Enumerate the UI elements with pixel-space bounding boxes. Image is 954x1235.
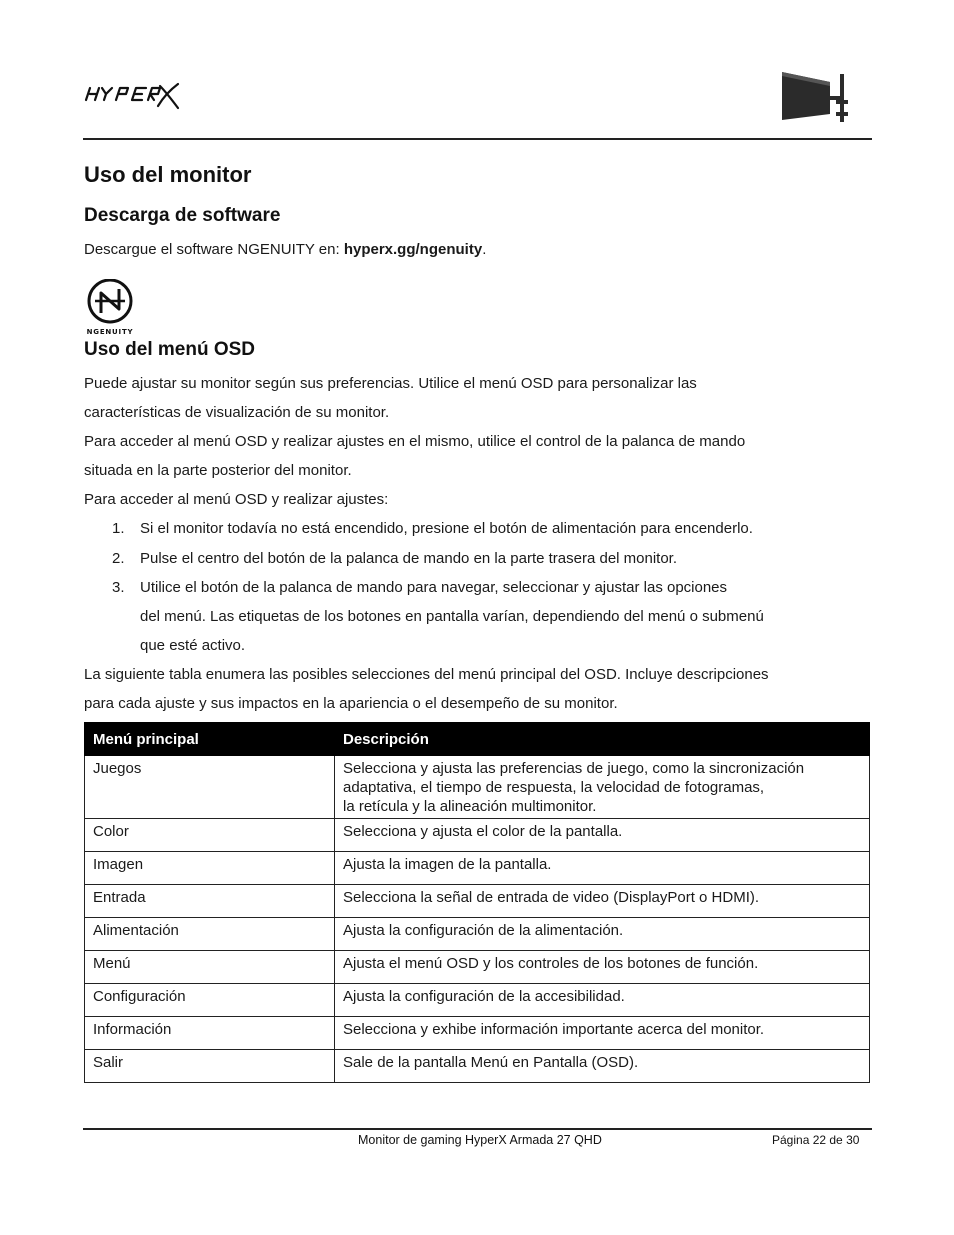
description-cell: Ajusta la imagen de la pantalla. <box>335 852 870 885</box>
menu-cell: Color <box>85 819 335 852</box>
ngenuity-logo <box>84 279 136 337</box>
page-title: Uso del monitor <box>84 162 252 187</box>
table-header-row <box>85 723 870 756</box>
osd-menu-table <box>84 722 870 1083</box>
step-number: 1. <box>112 520 125 537</box>
description-cell: Sale de la pantalla Menú en Pantalla (OSD). <box>335 1050 870 1083</box>
table-row <box>85 852 870 885</box>
osd-para2-line1: Para acceder al menú OSD y realizar ajustes en el mismo, utilice el control de la palanca de mando <box>84 433 746 450</box>
menu-cell: Información <box>85 1017 335 1050</box>
description-cell: Selecciona y ajusta el color de la pantalla. <box>335 819 870 852</box>
table-row <box>85 984 870 1017</box>
description-cell: Selecciona y exhibe información importante acerca del monitor. <box>335 1017 870 1050</box>
description-cell: Ajusta la configuración de la alimentación. <box>335 918 870 951</box>
osd-heading: Uso del menú OSD <box>84 339 256 360</box>
table-row <box>85 819 870 852</box>
description-cell: Ajusta el menú OSD y los controles de los botones de función. <box>335 951 870 984</box>
table-row <box>85 951 870 984</box>
description-cell: Selecciona la señal de entrada de video (DisplayPort o HDMI). <box>335 885 870 918</box>
menu-cell: Configuración <box>85 984 335 1017</box>
menu-cell: Imagen <box>85 852 335 885</box>
menu-cell: Alimentación <box>85 918 335 951</box>
table-row <box>85 918 870 951</box>
osd-para4-line2: para cada ajuste y sus impactos en la apariencia o el desempeño de su monitor. <box>84 695 618 712</box>
table-row <box>85 885 870 918</box>
menu-cell: Entrada <box>85 885 335 918</box>
description-line: la retícula y la alineación multimonitor. <box>343 798 597 815</box>
table-row <box>85 1017 870 1050</box>
step-text: Si el monitor todavía no está encendido, presione el botón de alimentación para encenderlo. <box>140 520 753 537</box>
osd-para3: Para acceder al menú OSD y realizar ajustes: <box>84 491 389 508</box>
description-line: adaptativa, el tiempo de respuesta, la velocidad de fotogramas, <box>343 779 765 796</box>
header-divider <box>83 138 872 140</box>
column-header-menu: Menú principal <box>85 723 335 756</box>
table-row <box>85 1050 870 1083</box>
menu-cell: Menú <box>85 951 335 984</box>
page-number: Página 22 de 30 <box>772 1133 860 1147</box>
ngenuity-logo-label: NGENUITY <box>86 328 134 336</box>
ngenuity-link[interactable]: hyperx.gg/ngenuity <box>343 241 483 258</box>
menu-cell: Salir <box>85 1050 335 1083</box>
step-number: 3. <box>112 579 125 596</box>
step-text: Pulse el centro del botón de la palanca de mando en la parte trasera del monitor. <box>140 550 678 567</box>
description-cell: Ajusta la configuración de la accesibilidad. <box>335 984 870 1017</box>
description-cell <box>335 756 870 819</box>
software-download-text <box>84 240 486 260</box>
footer-product-name: Monitor de gaming HyperX Armada 27 QHD <box>358 1133 602 1147</box>
hyperx-logo <box>84 80 180 112</box>
step-text: Utilice el botón de la palanca de mando para navegar, seleccionar y ajustar las opciones <box>140 579 728 596</box>
osd-para2-line2: situada en la parte posterior del monitor. <box>84 462 352 479</box>
osd-para4-line1: La siguiente tabla enumera las posibles selecciones del menú principal del OSD. Incluye descripciones <box>84 666 769 683</box>
software-text-prefix: Descargue el software NGENUITY en: <box>84 241 344 258</box>
step-number: 2. <box>112 550 125 567</box>
description-line: Selecciona y ajusta las preferencias de juego, como la sincronización <box>343 760 805 777</box>
software-heading: Descarga de software <box>84 205 281 226</box>
table-row <box>85 756 870 819</box>
column-header-description: Descripción <box>335 723 870 756</box>
step-text: que esté activo. <box>140 637 246 654</box>
ngenuity-logo-icon <box>84 279 136 337</box>
step-text: del menú. Las etiquetas de los botones en pantalla varían, dependiendo del menú o submenú <box>140 608 764 625</box>
software-text-suffix: . <box>482 241 487 258</box>
menu-cell: Juegos <box>85 756 335 819</box>
osd-para1-line1: Puede ajustar su monitor según sus preferencias. Utilice el menú OSD para personalizar las <box>84 375 697 392</box>
osd-para1-line2: características de visualización de su monitor. <box>84 404 390 421</box>
monitor-arm-icon <box>778 70 854 124</box>
footer-divider <box>83 1128 872 1130</box>
